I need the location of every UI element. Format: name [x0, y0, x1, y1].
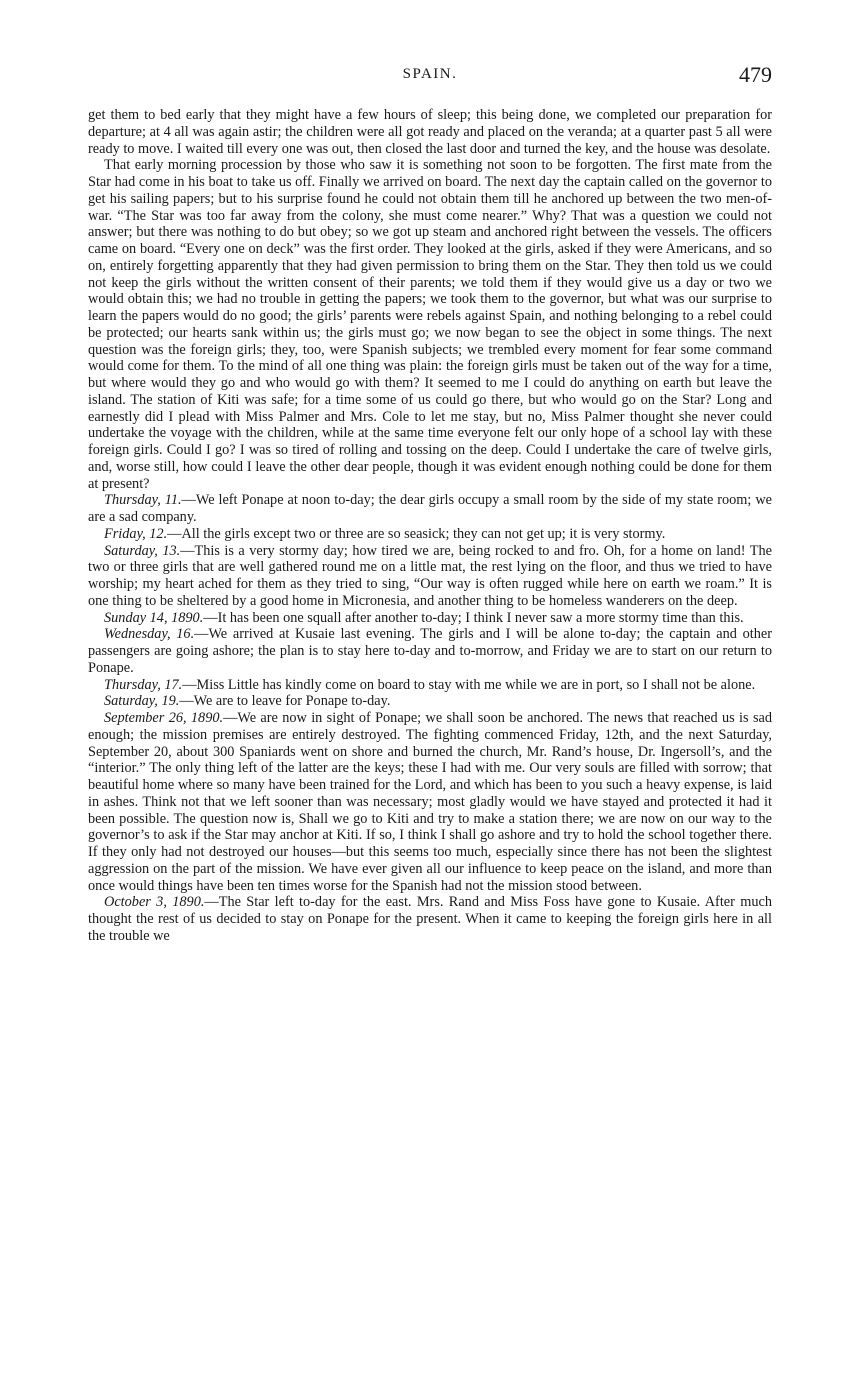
paragraph-text: —We are now in sight of Ponape; we shall soon be anchored. The news that reached us is sad enough; the mission premises are entirely destroyed. The fighting commenced Friday, 12th, and the next Saturday, September 20, about 300 Spaniards went on shore and burned the church, Mr. Rand’s house, Dr. Ingersoll’s, and the “interior.” The only thing left of the latter are the keys; these I had with me. Our very souls are filled with sorrow; that beautiful home where so many have been trained for the Lord, and which has been to you such a heavy expense, is laid in ashes. Think not that we left sooner than was necessary; most gladly would we have stayed and protected it had it been possible. The question now is, Shall we go to Kiti and try to make a station there; we are now on our way to the governor’s to ask if the Star may anchor at Kiti. If so, I think I shall go ashore and try to hold the school together there. If they only had not destroyed our houses—but this seems too much, especially since there has not been the slightest aggression on the part of the mission. We have ever given all our influence to keep peace on the island, and more than once would things have been ten times worse for the Spanish had not the mission stood between. [88, 710, 773, 894]
diary-entry [88, 710, 772, 894]
entry-date: September 26, 1890. [104, 710, 224, 726]
paragraph-text: get them to bed early that they might have a few hours of sleep; this being done, we completed our preparation for departure; at 4 all was again astir; the children were all got ready and placed on the veranda; at a quarter past 5 all were ready to move. I waited till every one was out, then closed the last door and turned the key, and the house was desolate. [88, 107, 772, 157]
entry-date: Wednesday, 16. [104, 626, 195, 643]
paragraph-text: —The Star left to-day for the east. Mrs. Rand and Miss Foss have gone to Kusaie. After much thought the rest of us decided to stay on Ponape for the present. When it came to keeping the foreign girls here in all the trouble we [88, 894, 772, 944]
diary-entry [88, 610, 772, 627]
entry-date: Saturday, 13. [104, 542, 181, 559]
entry-date: Thursday, 11. [104, 492, 182, 509]
diary-entry [88, 492, 772, 526]
paragraph-text: That early morning procession by those who saw it is something not soon to be forgotten. The first mate from the Star had come in his boat to take us off. Finally we arrived on board. The next day the captain called on the governor to get his sailing papers; but to his surprise found he could not obtain them till he anchored up between the two men-of-war. “The Star was too far away from the colony, she must come nearer.” Why? That was a question we could not answer; but there was nothing to do but obey; so we got up steam and anchored right between the vessels. The officers came on board. “Every one on deck” was the first order. They looked at the girls, asked if they were Americans, and so on, entirely forgetting apparently that they had given permission to bring them on the Star. They then told us we could not keep the girls without the written consent of their parents; we told them if they would give us a day or two we would obtain this; we had no trouble in getting the papers; we took them to the governor, but what was our surprise to learn the papers would do no good; the girls’ parents were rebels against Spain, and nothing belonging to a rebel could be protected; our hearts sank within us; the girls must go; we now began to see the object in some things. The next question was the foreign girls; they, too, were Spanish subjects; we trembled every moment for fear some command would come for them. To the mind of all one thing was plain: the foreign girls must be taken out of the way for a time, but where would they go and who would go with them? It seemed to me I could do anything on earth but leave the island. The station of Kiti was safe; for a time some of us could go there, but who would go on the Star? Long and earnestly did I plead with Miss Palmer and Mrs. Cole to let me stay, but no, Miss Palmer thought she never could undertake the voyage with the children, while at the same time everyone felt our only hope of a school lay with these foreign girls. Could I go? I was so tired of rolling and tossing on the deep. Could I undertake the care of twelve girls, and, worse still, how could I leave the other dear people, though it was evident enough nothing could be done for them at present? [88, 157, 772, 492]
paragraph-text: —Miss Little has kindly come on board to stay with me while we are in port, so I shall not be alone. [182, 676, 756, 693]
entry-date: October 3, 1890. [104, 894, 205, 911]
diary-entry [88, 543, 772, 610]
entry-date: Saturday, 19. [104, 693, 180, 710]
paragraph-text: —It has been one squall after another to-day; I think I never saw a more stormy time than this. [203, 609, 744, 626]
running-title: SPAIN. [402, 66, 458, 82]
entry-date: Sunday 14, 1890. [104, 609, 204, 626]
paragraph [88, 157, 772, 492]
paragraph-text: —We arrived at Kusaie last evening. The girls and I will be alone to-day; the captain and other passengers are going ashore; the plan is to stay here to-day and to-morrow, and Friday we are to start on our return to Ponape. [88, 626, 772, 676]
diary-entry [88, 894, 772, 944]
paragraph-text: —All the girls except two or three are so seasick; they can not get up; it is very stormy. [167, 525, 666, 542]
page-number: 479 [739, 62, 772, 87]
paragraph-text: —We are to leave for Ponape to-day. [179, 693, 391, 710]
paragraph-text: —We left Ponape at noon to-day; the dear girls occupy a small room by the side of my state room; we are a sad company. [88, 492, 772, 525]
entry-date: Friday, 12. [104, 525, 168, 542]
diary-entry [88, 693, 772, 710]
paragraph [88, 107, 772, 157]
diary-entry [88, 526, 772, 543]
paragraph-text: —This is a very stormy day; how tired we are, being rocked to and fro. Oh, for a home on land! The two or three girls that are well gathered round me on a little mat, the rest lying on the floor, and thus we tried to have worship; my heart ached for them as they tried to sing, “Our way is often rugged while here on earth we roam.” It is one thing to be sheltered by a good home in Micronesia, and another thing to be homeless wanderers on the deep. [88, 542, 772, 609]
running-head [88, 62, 772, 92]
entry-date: Thursday, 17. [104, 676, 183, 693]
diary-entry [88, 626, 772, 676]
diary-entry [88, 677, 772, 694]
body-text [88, 107, 772, 945]
